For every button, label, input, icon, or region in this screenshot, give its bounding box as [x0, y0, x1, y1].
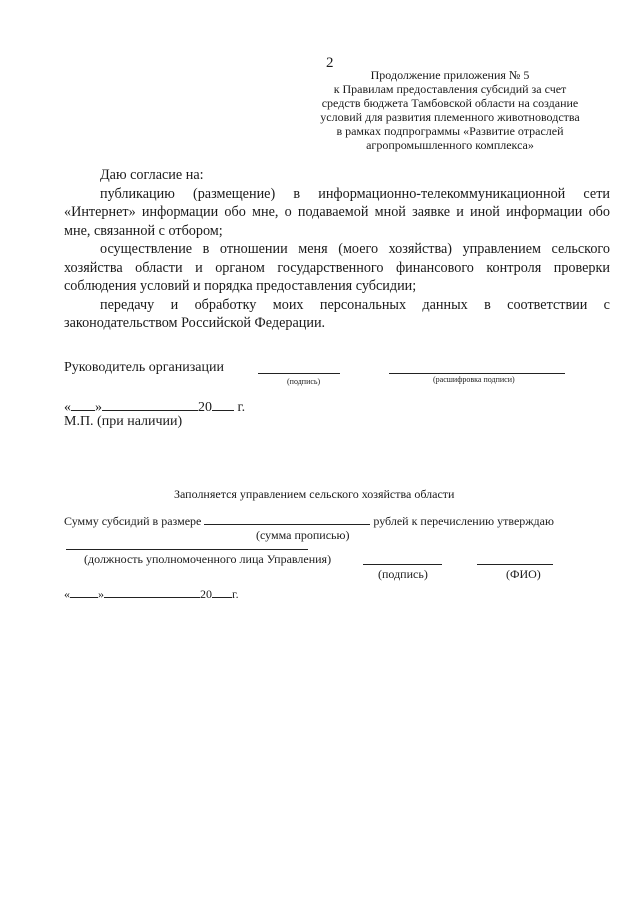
heading-line: Продолжение приложения № 5 — [370, 68, 530, 82]
month-blank — [104, 586, 200, 598]
department-date — [64, 586, 239, 602]
year-prefix: 20 — [198, 400, 212, 415]
year-blank — [212, 398, 234, 411]
amount-blank — [204, 513, 370, 525]
consent-block — [64, 166, 610, 333]
day-blank — [70, 586, 98, 598]
department-name-caption: (ФИО) — [506, 567, 541, 581]
head-of-organization-label: Руководитель организации — [64, 360, 224, 375]
consent-intro: Даю согласие на: — [100, 167, 204, 183]
heading-line: условий для развития племенного животноводства — [320, 110, 580, 124]
amount-caption: (сумма прописью) — [256, 528, 350, 542]
heading-line: к Правилам предоставления субсидий за счет — [333, 82, 567, 96]
signature-line — [258, 373, 340, 374]
page-number: 2 — [326, 55, 334, 71]
year-suffix: г. — [234, 400, 246, 415]
heading-line: средств бюджета Тамбовской области на создание — [321, 96, 579, 110]
appendix-heading — [300, 68, 600, 152]
year-blank — [212, 586, 232, 598]
department-signature-caption: (подпись) — [378, 567, 428, 581]
consent-personal-data: передачу и обработку моих персональных данных в соответствии с законодательством Российской Федерации. — [64, 296, 610, 331]
signature-decode-caption: (расшифровка подписи) — [433, 375, 515, 384]
day-blank — [71, 398, 95, 411]
signature-caption: (подпись) — [287, 377, 321, 386]
signature-decode-line — [389, 373, 565, 374]
date-close-quote: » — [95, 400, 102, 415]
department-signature-line — [363, 564, 442, 565]
department-name-line — [477, 564, 553, 565]
date-open-quote: « — [64, 587, 70, 601]
heading-line: в рамках подпрограммы «Развитие отраслей — [336, 124, 564, 138]
position-line — [66, 549, 308, 550]
position-caption: (должность уполномоченного лица Управления) — [84, 552, 332, 566]
year-prefix: 20 — [200, 587, 212, 601]
amount-prefix: Сумму субсидий в размере — [64, 514, 202, 528]
month-blank — [102, 398, 198, 411]
heading-line: агропромышленного комплекса» — [366, 138, 534, 152]
date-close-quote: » — [98, 587, 104, 601]
date-open-quote: « — [64, 400, 71, 415]
year-suffix: г. — [232, 587, 239, 601]
amount-suffix: рублей к перечислению утверждаю — [373, 514, 554, 528]
consent-inspection: осуществление в отношении меня (моего хозяйства) управлением сельского хозяйства области и органом государственного финансового контроля проверки соблюдения условий и порядка предоставления субсидии; — [64, 241, 610, 294]
amount-line — [64, 513, 554, 529]
consent-publication: публикацию (размещение) в информационно-телекоммуникационной сети «Интернет» информации обо мне, о подаваемой мной заявке и иной информации обо мне, связанной с отбором; — [64, 185, 610, 239]
department-block-title: Заполняется управлением сельского хозяйства области — [174, 487, 455, 501]
stamp-label: М.П. (при наличии) — [64, 414, 183, 429]
